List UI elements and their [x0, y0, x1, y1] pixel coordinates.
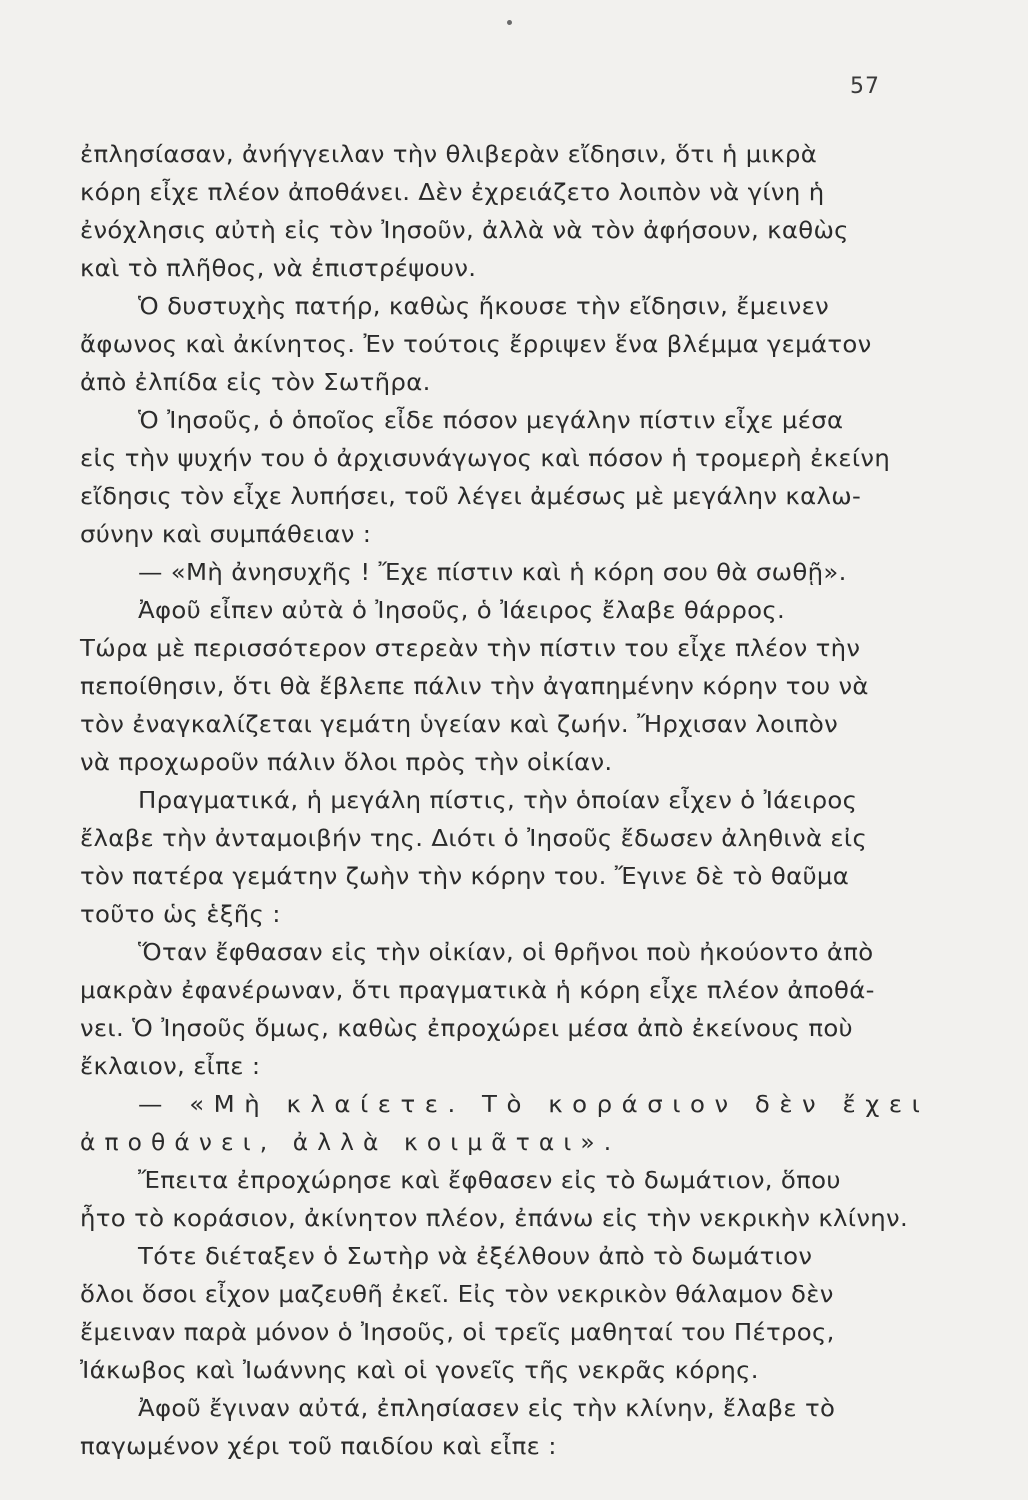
- text-line: ἦτο τὸ κοράσιον, ἀκίνητον πλέον, ἐπάνω εἰς τὴν νεκρικὴν κλίνην.: [80, 1206, 909, 1232]
- text-line: ἔκλαιον, εἶπε :: [80, 1054, 261, 1080]
- text-line: — «Μὴ ἀνησυχῆς ! Ἔχε πίστιν καὶ ἡ κόρη σου θὰ σωθῇ».: [138, 560, 847, 586]
- text-line: σύνην καὶ συμπάθειαν :: [80, 522, 372, 548]
- text-line: καὶ τὸ πλῆθος, νὰ ἐπιστρέψουν.: [80, 256, 477, 282]
- text-line: Ἔπειτα ἐπροχώρησε καὶ ἔφθασεν εἰς τὸ δωμάτιον, ὅπου: [138, 1168, 841, 1194]
- text-line: Πραγματικά, ἡ μεγάλη πίστις, τὴν ὁποίαν εἶχεν ὁ Ἰάειρος: [138, 788, 858, 814]
- text-line: πεποίθησιν, ὅτι θὰ ἔβλεπε πάλιν τὴν ἀγαπημένην κόρην του νὰ: [80, 674, 869, 700]
- text-line: Ἀφοῦ ἔγιναν αὐτά, ἐπλησίασεν εἰς τὴν κλίνην, ἔλαβε τὸ: [138, 1396, 836, 1422]
- text-line: Τότε διέταξεν ὁ Σωτὴρ νὰ ἐξέλθουν ἀπὸ τὸ δωμάτιον: [138, 1244, 813, 1270]
- text-line: τοῦτο ὡς ἑξῆς :: [80, 902, 281, 928]
- text-line: ὅλοι ὅσοι εἶχον μαζευθῆ ἐκεῖ. Εἰς τὸν νεκρικὸν θάλαμον δὲν: [80, 1282, 834, 1308]
- text-line: ἔλαβε τὴν ἀνταμοιβήν της. Διότι ὁ Ἰησοῦς ἔδωσεν ἀληθινὰ εἰς: [80, 826, 868, 852]
- text-line: Ἀφοῦ εἶπεν αὐτὰ ὁ Ἰησοῦς, ὁ Ἰάειρος ἔλαβε θάρρος.: [138, 598, 786, 624]
- text-line: Ὁ Ἰησοῦς, ὁ ὁποῖος εἶδε πόσον μεγάλην πίστιν εἶχε μέσα: [138, 408, 844, 434]
- text-line: — «Μὴ κλαίετε. Τὸ κοράσιον δὲν ἔχει: [138, 1092, 930, 1118]
- text-line: μακρὰν ἐφανέρωναν, ὅτι πραγματικὰ ἡ κόρη εἶχε πλέον ἀποθά-: [80, 978, 875, 1004]
- text-line: ἔμειναν παρὰ μόνον ὁ Ἰησοῦς, οἱ τρεῖς μαθηταί του Πέτρος,: [80, 1320, 835, 1346]
- text-line: ἀποθάνει, ἀλλὰ κοιμᾶται».: [80, 1130, 621, 1156]
- text-line: εἰς τὴν ψυχήν του ὁ ἀρχισυνάγωγος καὶ πόσον ἡ τρομερὴ ἐκείνη: [80, 446, 891, 472]
- top-dot-mark: [507, 20, 512, 25]
- text-line: ἄφωνος καὶ ἀκίνητος. Ἐν τούτοις ἔρριψεν ἕνα βλέμμα γεμάτον: [80, 332, 872, 358]
- text-line: Ἰάκωβος καὶ Ἰωάννης καὶ οἱ γονεῖς τῆς νεκρᾶς κόρης.: [80, 1358, 759, 1384]
- text-line: τὸν πατέρα γεμάτην ζωὴν τὴν κόρην του. Ἔγινε δὲ τὸ θαῦμα: [80, 864, 850, 890]
- text-line: ἐνόχλησις αὐτὴ εἰς τὸν Ἰησοῦν, ἀλλὰ νὰ τὸν ἀφήσουν, καθὼς: [80, 218, 849, 244]
- text-line: Τώρα μὲ περισσότερον στερεὰν τὴν πίστιν του εἶχε πλέον τὴν: [80, 636, 861, 662]
- text-line: νει. Ὁ Ἰησοῦς ὅμως, καθὼς ἐπροχώρει μέσα ἀπὸ ἐκείνους ποὺ: [80, 1016, 853, 1042]
- text-line: παγωμένον χέρι τοῦ παιδίου καὶ εἶπε :: [80, 1434, 557, 1460]
- text-line: νὰ προχωροῦν πάλιν ὅλοι πρὸς τὴν οἰκίαν.: [80, 750, 613, 776]
- text-line: κόρη εἶχε πλέον ἀποθάνει. Δὲν ἐχρειάζετο λοιπὸν νὰ γίνη ἡ: [80, 180, 825, 206]
- text-line: ἐπλησίασαν, ἀνήγγειλαν τὴν θλιβερὰν εἴδησιν, ὅτι ἡ μικρὰ: [80, 142, 818, 168]
- text-line: Ὁ δυστυχὴς πατήρ, καθὼς ἤκουσε τὴν εἴδησιν, ἔμεινεν: [138, 294, 830, 320]
- text-line: εἴδησις τὸν εἶχε λυπήσει, τοῦ λέγει ἀμέσως μὲ μεγάλην καλω-: [80, 484, 862, 510]
- text-line: ἀπὸ ἐλπίδα εἰς τὸν Σωτῆρα.: [80, 370, 431, 396]
- text-line: Ὅταν ἔφθασαν εἰς τὴν οἰκίαν, οἱ θρῆνοι ποὺ ἠκούοντο ἀπὸ: [138, 940, 874, 966]
- text-line: τὸν ἐναγκαλίζεται γεμάτη ὑγείαν καὶ ζωήν. Ἤρχισαν λοιπὸν: [80, 712, 839, 738]
- page-number: 57: [850, 74, 880, 99]
